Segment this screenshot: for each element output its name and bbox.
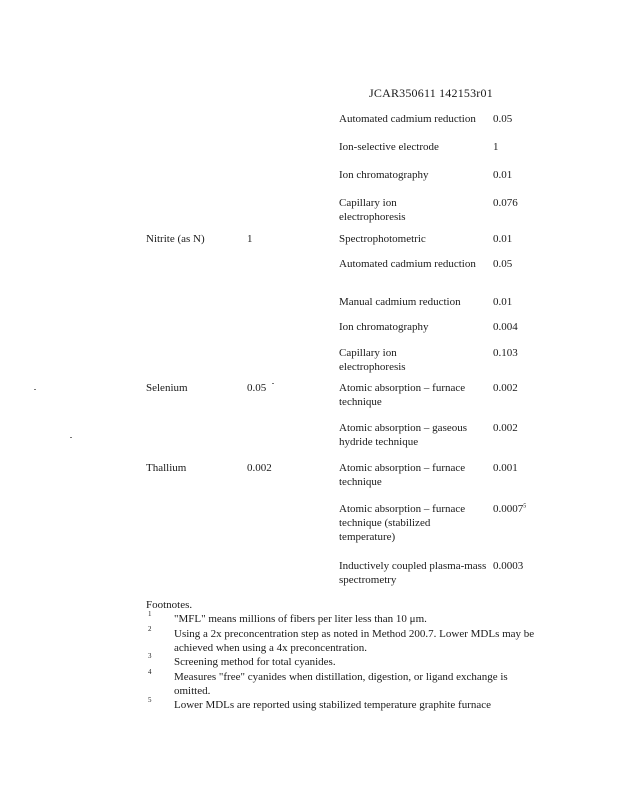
method-cell: Spectrophotometric xyxy=(339,233,426,245)
method-cell: Ion chromatography xyxy=(339,321,429,333)
footnote-mark: 3 xyxy=(148,652,152,660)
mdl-cell: 0.01 xyxy=(493,169,513,181)
footnote-text: Measures "free" cyanides when distillation, digestion, or ligand exchange is omitted. xyxy=(174,671,508,697)
contaminant-cell: Nitrite (as N) xyxy=(146,233,205,245)
method-cell: Ion chromatography xyxy=(339,169,429,181)
scan-speck xyxy=(34,389,36,390)
method-cell: Ion-selective electrode xyxy=(339,141,439,153)
mcl-cell: 0.002 xyxy=(247,462,272,474)
scan-speck xyxy=(272,383,274,384)
mdl-cell: 0.002 xyxy=(493,422,518,434)
mcl-cell: 1 xyxy=(247,233,253,245)
method-cell: Inductively coupled plasma-mass spectrometry xyxy=(339,560,487,586)
mdl-cell: 0.0007$^5$ xyxy=(493,503,527,515)
footnote-text: Using a 2x preconcentration step as noted in Method 200.7. Lower MDLs may be achieved when using a 4x preconcentration. xyxy=(174,628,535,654)
method-cell: Manual cadmium reduction xyxy=(339,296,461,308)
method-cell: Atomic absorption – furnace technique xyxy=(339,382,466,408)
mdl-cell: 0.076 xyxy=(493,197,518,209)
mdl-cell: 0.05 xyxy=(493,258,513,270)
method-cell: Automated cadmium reduction xyxy=(339,258,476,270)
method-cell: Capillary ion electrophoresis xyxy=(339,197,406,223)
method-cell: Automated cadmium reduction xyxy=(339,113,476,125)
footnote-text: Lower MDLs are reported using stabilized temperature graphite furnace xyxy=(174,699,492,711)
footnote-ref[interactable]: 5 xyxy=(523,503,527,510)
method-cell: Capillary ion electrophoresis xyxy=(339,347,406,373)
footnote-text: Screening method for total cyanides. xyxy=(174,656,336,668)
method-cell: Atomic absorption – gaseous hydride technique xyxy=(339,422,468,448)
footnote-text: "MFL" means millions of fibers per liter less than 10 μm. xyxy=(174,613,427,625)
mdl-cell: 0.01 xyxy=(493,296,513,308)
footnote-mark: 2 xyxy=(148,625,152,633)
mdl-cell: 0.001 xyxy=(493,462,518,474)
mdl-cell: 0.004 xyxy=(493,321,518,333)
mdl-cell: 0.103 xyxy=(493,347,518,359)
footnote-mark: 1 xyxy=(148,610,152,618)
method-cell: Atomic absorption – furnace technique (stabilized temperature) xyxy=(339,503,466,543)
contaminant-cell: Thallium xyxy=(146,462,187,474)
contaminant-cell: Selenium xyxy=(146,382,188,394)
footnote-mark: 5 xyxy=(148,696,152,704)
mdl-cell: 0.002 xyxy=(493,382,518,394)
footnote-mark: 4 xyxy=(148,668,152,676)
mcl-cell: 0.05 xyxy=(247,382,267,394)
scan-speck xyxy=(70,437,72,438)
mdl-cell: 0.0003 xyxy=(493,560,524,572)
mdl-cell: 1 xyxy=(493,141,499,153)
method-cell: Atomic absorption – furnace technique xyxy=(339,462,466,488)
mdl-cell: 0.01 xyxy=(493,233,513,245)
document-id: JCAR350611 142153r01 xyxy=(369,86,493,100)
mdl-cell: 0.05 xyxy=(493,113,513,125)
footnotes-heading: Footnotes. xyxy=(146,599,193,611)
